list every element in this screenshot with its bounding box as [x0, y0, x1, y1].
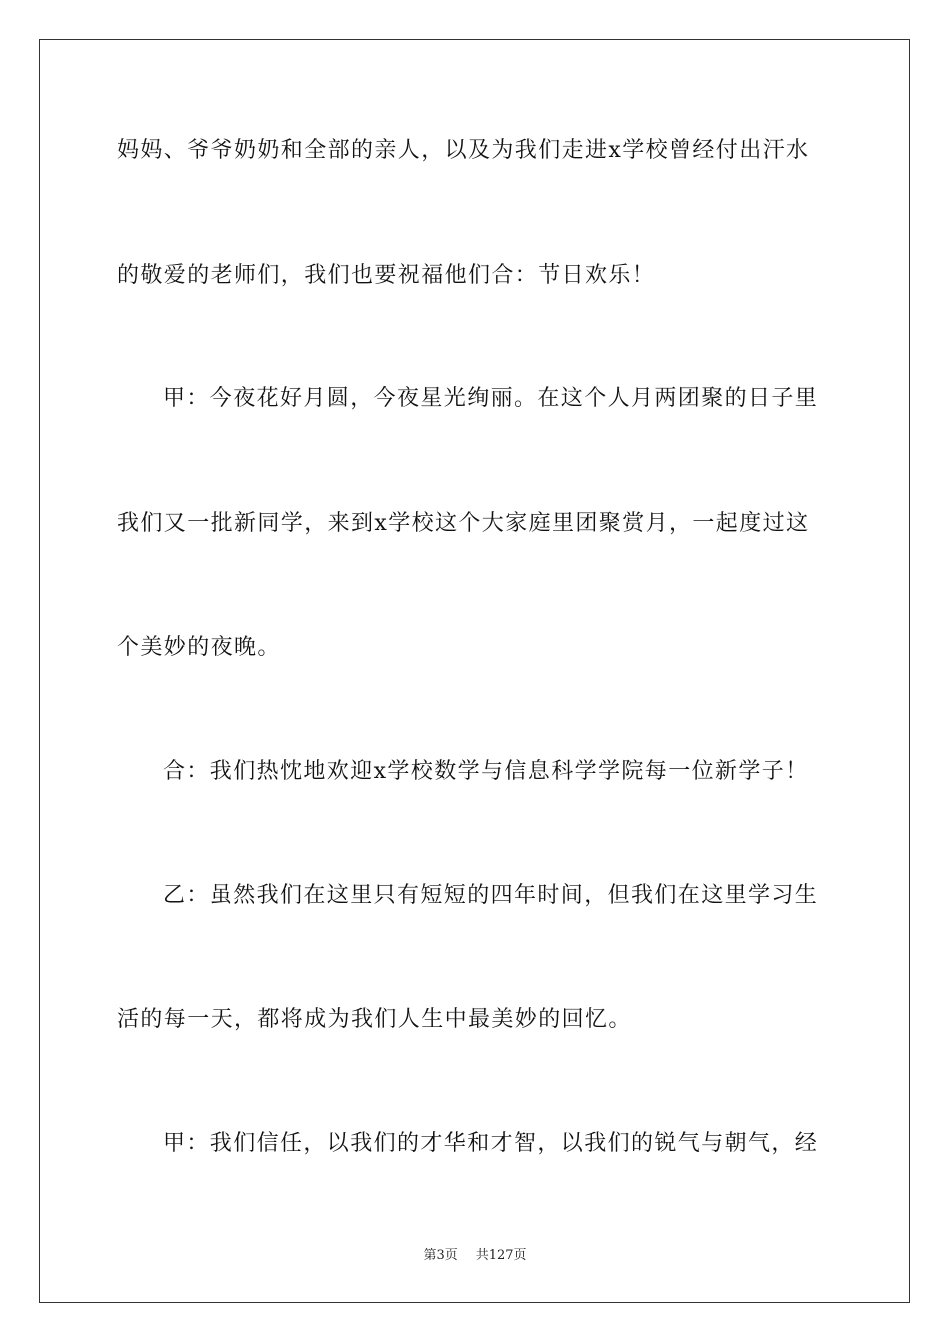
text-line-7: 乙：虽然我们在这里只有短短的四年时间，但我们在这里学习生: [163, 883, 819, 908]
text-line-6: 合：我们热忱地欢迎x学校数学与信息科学学院每一位新学子！: [163, 759, 809, 784]
page-number-current: 第3页: [423, 1248, 458, 1263]
text-line-1: 妈妈、爷爷奶奶和全部的亲人，以及为我们走进x学校曾经付出汗水: [117, 138, 810, 163]
text-line-3: 甲：今夜花好月圆，今夜星光绚丽。在这个人月两团聚的日子里: [163, 386, 819, 411]
page-footer: [0, 1248, 950, 1264]
text-line-4: 我们又一批新同学，来到x学校这个大家庭里团聚赏月，一起度过这: [117, 511, 810, 536]
page-frame: [39, 39, 910, 1303]
page-number-total: 共127页: [475, 1248, 527, 1263]
text-line-8: 活的每一天，都将成为我们人生中最美妙的回忆。: [117, 1007, 632, 1032]
text-line-5: 个美妙的夜晚。: [117, 635, 281, 660]
text-line-2: 的敬爱的老师们，我们也要祝福他们合：节日欢乐！: [117, 263, 656, 288]
text-line-9: 甲：我们信任，以我们的才华和才智，以我们的锐气与朝气，经: [163, 1131, 819, 1156]
